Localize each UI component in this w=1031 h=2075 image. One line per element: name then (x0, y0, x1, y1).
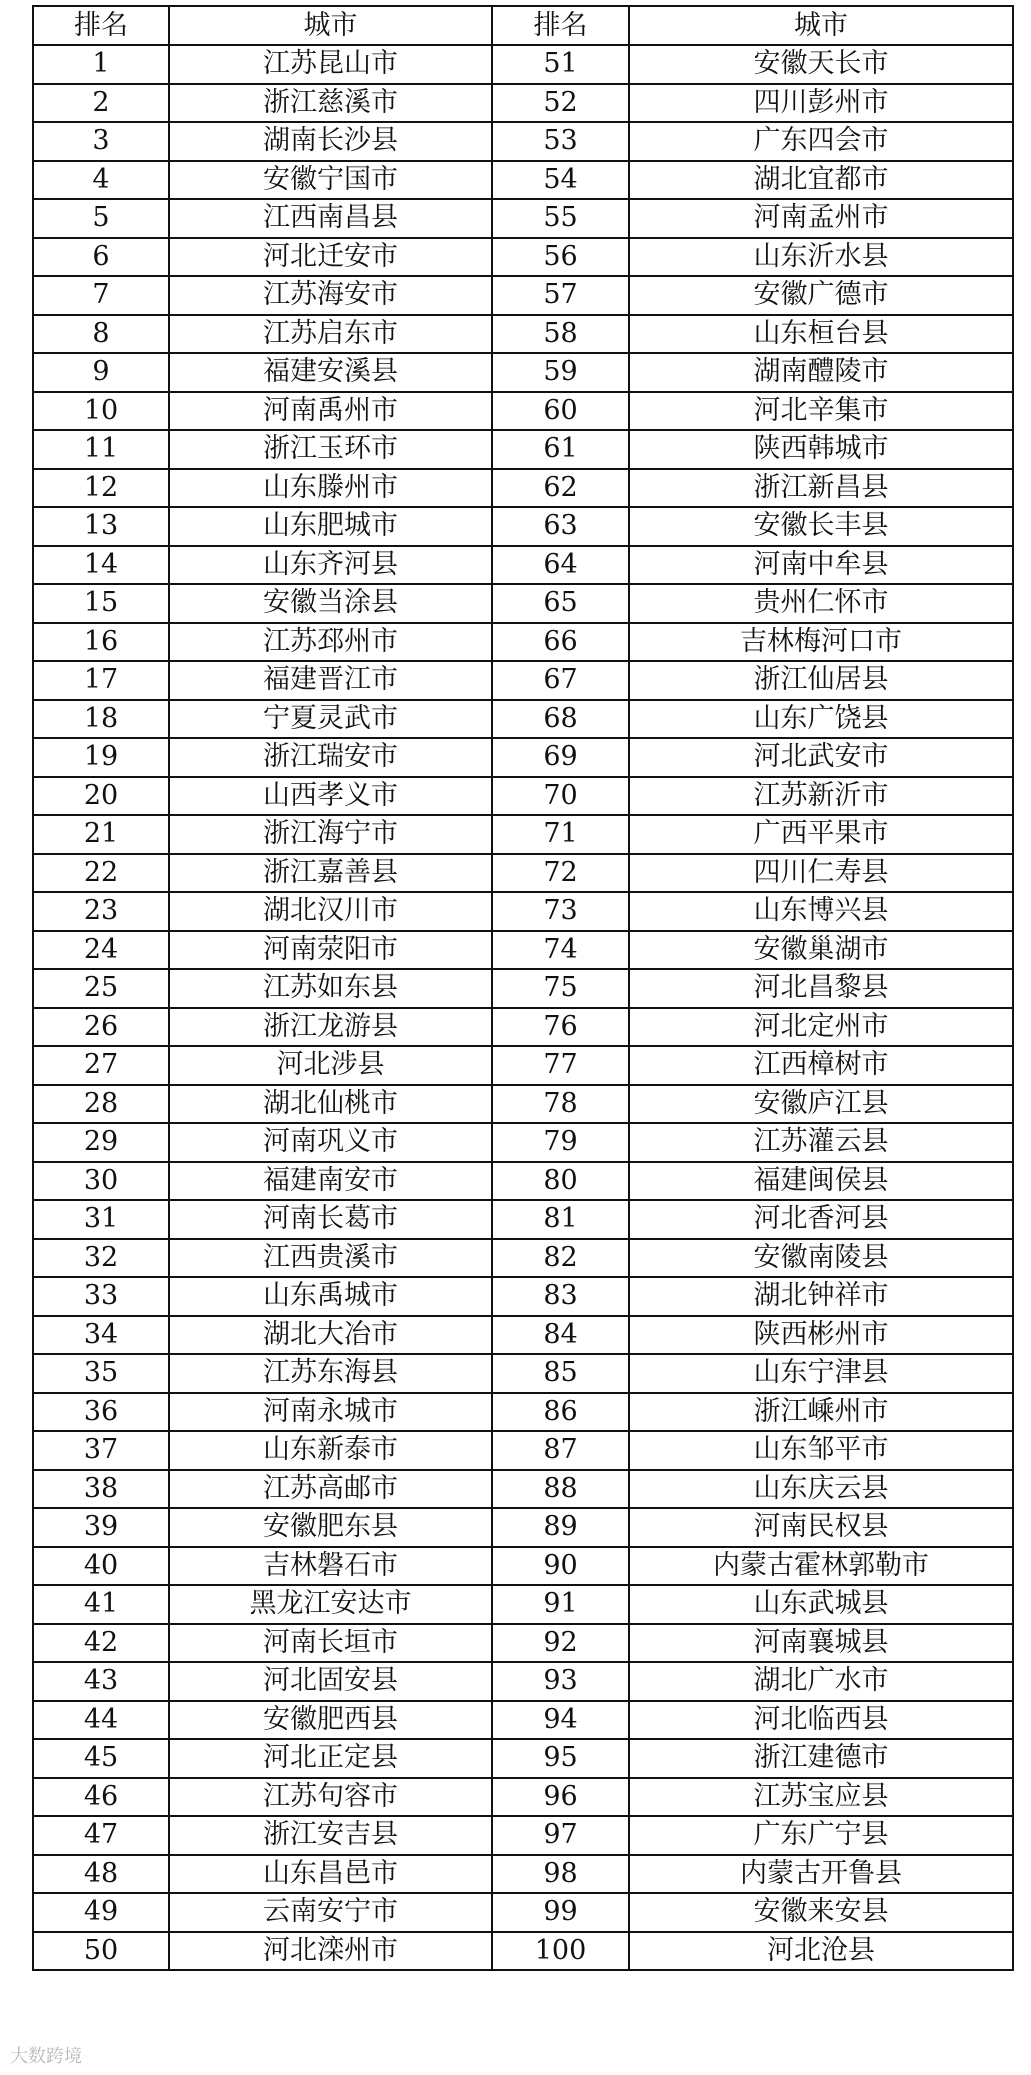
table-row (33, 1277, 1013, 1316)
city-cell: 吉林梅河口市 (629, 623, 1013, 662)
table-row (33, 1585, 1013, 1624)
city-cell: 江苏高邮市 (169, 1470, 492, 1509)
table-row (33, 392, 1013, 431)
city-cell: 安徽南陵县 (629, 1239, 1013, 1278)
table-row (33, 584, 1013, 623)
city-cell: 江苏邳州市 (169, 623, 492, 662)
city-cell: 福建南安市 (169, 1162, 492, 1201)
rank-cell: 82 (492, 1239, 629, 1278)
table-row (33, 1739, 1013, 1778)
rank-cell: 44 (33, 1701, 169, 1740)
rank-cell: 9 (33, 353, 169, 392)
city-cell: 安徽天长市 (629, 45, 1013, 84)
rank-cell: 38 (33, 1470, 169, 1509)
city-cell: 山东庆云县 (629, 1470, 1013, 1509)
city-cell: 山东新泰市 (169, 1431, 492, 1470)
rank-cell: 50 (33, 1932, 169, 1971)
header-rank: 排名 (33, 6, 169, 45)
city-cell: 山东邹平市 (629, 1431, 1013, 1470)
rank-cell: 91 (492, 1585, 629, 1624)
table-row (33, 969, 1013, 1008)
city-cell: 河北固安县 (169, 1662, 492, 1701)
table-row (33, 238, 1013, 277)
table-row (33, 854, 1013, 893)
city-cell: 四川仁寿县 (629, 854, 1013, 893)
city-cell: 内蒙古霍林郭勒市 (629, 1547, 1013, 1586)
rank-cell: 80 (492, 1162, 629, 1201)
table-row (33, 1316, 1013, 1355)
rank-cell: 92 (492, 1624, 629, 1663)
table-row (33, 700, 1013, 739)
rank-cell: 30 (33, 1162, 169, 1201)
city-cell: 安徽长丰县 (629, 507, 1013, 546)
rank-cell: 33 (33, 1277, 169, 1316)
city-cell: 福建晋江市 (169, 661, 492, 700)
city-cell: 山东昌邑市 (169, 1855, 492, 1894)
rank-cell: 99 (492, 1893, 629, 1932)
table-row (33, 469, 1013, 508)
city-cell: 浙江玉环市 (169, 430, 492, 469)
city-cell: 湖北汉川市 (169, 892, 492, 931)
city-cell: 河北定州市 (629, 1008, 1013, 1047)
city-cell: 河北涉县 (169, 1046, 492, 1085)
table-row (33, 1354, 1013, 1393)
rank-cell: 87 (492, 1431, 629, 1470)
table-row (33, 546, 1013, 585)
ranking-table (32, 5, 1014, 1971)
city-cell: 山东博兴县 (629, 892, 1013, 931)
city-cell: 广西平果市 (629, 815, 1013, 854)
rank-cell: 1 (33, 45, 169, 84)
city-cell: 河南永城市 (169, 1393, 492, 1432)
rank-cell: 90 (492, 1547, 629, 1586)
rank-cell: 43 (33, 1662, 169, 1701)
table-row (33, 1816, 1013, 1855)
rank-cell: 4 (33, 161, 169, 200)
rank-cell: 17 (33, 661, 169, 700)
city-cell: 安徽庐江县 (629, 1085, 1013, 1124)
rank-cell: 68 (492, 700, 629, 739)
rank-cell: 28 (33, 1085, 169, 1124)
city-cell: 山东桓台县 (629, 315, 1013, 354)
rank-cell: 67 (492, 661, 629, 700)
table-row (33, 815, 1013, 854)
city-cell: 湖北仙桃市 (169, 1085, 492, 1124)
city-cell: 陕西韩城市 (629, 430, 1013, 469)
city-cell: 湖北宜都市 (629, 161, 1013, 200)
city-cell: 湖南长沙县 (169, 122, 492, 161)
city-cell: 河南禹州市 (169, 392, 492, 431)
rank-cell: 52 (492, 84, 629, 123)
rank-cell: 13 (33, 507, 169, 546)
rank-cell: 58 (492, 315, 629, 354)
city-cell: 江西贵溪市 (169, 1239, 492, 1278)
rank-cell: 18 (33, 700, 169, 739)
table-row (33, 1431, 1013, 1470)
rank-cell: 55 (492, 199, 629, 238)
city-cell: 江苏启东市 (169, 315, 492, 354)
table-row (33, 84, 1013, 123)
watermark: 大数跨境 (10, 2046, 82, 2067)
city-cell: 福建安溪县 (169, 353, 492, 392)
city-cell: 山东沂水县 (629, 238, 1013, 277)
city-cell: 山东禹城市 (169, 1277, 492, 1316)
city-cell: 湖北广水市 (629, 1662, 1013, 1701)
table-row (33, 777, 1013, 816)
city-cell: 河南民权县 (629, 1508, 1013, 1547)
city-cell: 浙江安吉县 (169, 1816, 492, 1855)
rank-cell: 61 (492, 430, 629, 469)
city-cell: 河北迁安市 (169, 238, 492, 277)
rank-cell: 46 (33, 1778, 169, 1817)
rank-cell: 86 (492, 1393, 629, 1432)
rank-cell: 7 (33, 276, 169, 315)
rank-cell: 65 (492, 584, 629, 623)
rank-cell: 93 (492, 1662, 629, 1701)
rank-cell: 39 (33, 1508, 169, 1547)
table-row (33, 1239, 1013, 1278)
rank-cell: 36 (33, 1393, 169, 1432)
rank-cell: 40 (33, 1547, 169, 1586)
city-cell: 贵州仁怀市 (629, 584, 1013, 623)
city-cell: 浙江嘉善县 (169, 854, 492, 893)
city-cell: 广东四会市 (629, 122, 1013, 161)
rank-cell: 20 (33, 777, 169, 816)
table-row (33, 1162, 1013, 1201)
city-cell: 河南孟州市 (629, 199, 1013, 238)
city-cell: 福建闽侯县 (629, 1162, 1013, 1201)
city-cell: 吉林磐石市 (169, 1547, 492, 1586)
rank-cell: 79 (492, 1123, 629, 1162)
rank-cell: 74 (492, 931, 629, 970)
rank-cell: 60 (492, 392, 629, 431)
table-row (33, 1662, 1013, 1701)
header-row (33, 6, 1013, 45)
table-row (33, 199, 1013, 238)
rank-cell: 63 (492, 507, 629, 546)
rank-cell: 22 (33, 854, 169, 893)
rank-cell: 69 (492, 738, 629, 777)
table-row (33, 1508, 1013, 1547)
rank-cell: 32 (33, 1239, 169, 1278)
city-cell: 河南中牟县 (629, 546, 1013, 585)
rank-cell: 57 (492, 276, 629, 315)
header-city: 城市 (629, 6, 1013, 45)
table-row (33, 1200, 1013, 1239)
table-row (33, 1393, 1013, 1432)
table-row (33, 1701, 1013, 1740)
city-cell: 广东广宁县 (629, 1816, 1013, 1855)
city-cell: 河南长葛市 (169, 1200, 492, 1239)
rank-cell: 98 (492, 1855, 629, 1894)
rank-cell: 71 (492, 815, 629, 854)
table-row (33, 1547, 1013, 1586)
rank-cell: 15 (33, 584, 169, 623)
rank-cell: 12 (33, 469, 169, 508)
city-cell: 山东肥城市 (169, 507, 492, 546)
table-row (33, 738, 1013, 777)
table-row (33, 661, 1013, 700)
city-cell: 四川彭州市 (629, 84, 1013, 123)
city-cell: 浙江建德市 (629, 1739, 1013, 1778)
rank-cell: 2 (33, 84, 169, 123)
rank-cell: 89 (492, 1508, 629, 1547)
rank-cell: 62 (492, 469, 629, 508)
city-cell: 河北昌黎县 (629, 969, 1013, 1008)
rank-cell: 73 (492, 892, 629, 931)
rank-cell: 6 (33, 238, 169, 277)
rank-cell: 24 (33, 931, 169, 970)
rank-cell: 23 (33, 892, 169, 931)
city-cell: 江苏灌云县 (629, 1123, 1013, 1162)
city-cell: 山东武城县 (629, 1585, 1013, 1624)
city-cell: 江苏宝应县 (629, 1778, 1013, 1817)
rank-cell: 49 (33, 1893, 169, 1932)
rank-cell: 76 (492, 1008, 629, 1047)
city-cell: 山东滕州市 (169, 469, 492, 508)
city-cell: 江苏句容市 (169, 1778, 492, 1817)
city-cell: 陕西彬州市 (629, 1316, 1013, 1355)
rank-cell: 95 (492, 1739, 629, 1778)
rank-cell: 14 (33, 546, 169, 585)
city-cell: 河南荥阳市 (169, 931, 492, 970)
rank-cell: 31 (33, 1200, 169, 1239)
city-cell: 浙江龙游县 (169, 1008, 492, 1047)
rank-cell: 97 (492, 1816, 629, 1855)
rank-cell: 54 (492, 161, 629, 200)
rank-cell: 59 (492, 353, 629, 392)
rank-cell: 85 (492, 1354, 629, 1393)
rank-cell: 64 (492, 546, 629, 585)
rank-cell: 26 (33, 1008, 169, 1047)
city-cell: 安徽巢湖市 (629, 931, 1013, 970)
table-row (33, 892, 1013, 931)
city-cell: 浙江慈溪市 (169, 84, 492, 123)
table-row (33, 1046, 1013, 1085)
rank-cell: 72 (492, 854, 629, 893)
city-cell: 浙江新昌县 (629, 469, 1013, 508)
city-cell: 安徽肥东县 (169, 1508, 492, 1547)
table-row (33, 1624, 1013, 1663)
rank-cell: 27 (33, 1046, 169, 1085)
city-cell: 江苏如东县 (169, 969, 492, 1008)
city-cell: 山西孝义市 (169, 777, 492, 816)
table-row (33, 1855, 1013, 1894)
rank-cell: 45 (33, 1739, 169, 1778)
rank-cell: 53 (492, 122, 629, 161)
table-row (33, 122, 1013, 161)
city-cell: 河北辛集市 (629, 392, 1013, 431)
city-cell: 河北沧县 (629, 1932, 1013, 1971)
table-row (33, 507, 1013, 546)
table-row (33, 1008, 1013, 1047)
rank-cell: 96 (492, 1778, 629, 1817)
city-cell: 江西南昌县 (169, 199, 492, 238)
city-cell: 江西樟树市 (629, 1046, 1013, 1085)
city-cell: 安徽当涂县 (169, 584, 492, 623)
rank-cell: 5 (33, 199, 169, 238)
header-city: 城市 (169, 6, 492, 45)
city-cell: 江苏海安市 (169, 276, 492, 315)
rank-cell: 70 (492, 777, 629, 816)
rank-cell: 84 (492, 1316, 629, 1355)
rank-cell: 48 (33, 1855, 169, 1894)
rank-cell: 10 (33, 392, 169, 431)
table-row (33, 315, 1013, 354)
rank-cell: 25 (33, 969, 169, 1008)
header-rank: 排名 (492, 6, 629, 45)
rank-cell: 19 (33, 738, 169, 777)
table-row (33, 1893, 1013, 1932)
city-cell: 湖南醴陵市 (629, 353, 1013, 392)
rank-cell: 77 (492, 1046, 629, 1085)
rank-cell: 75 (492, 969, 629, 1008)
rank-cell: 29 (33, 1123, 169, 1162)
rank-cell: 16 (33, 623, 169, 662)
rank-cell: 94 (492, 1701, 629, 1740)
table-row (33, 276, 1013, 315)
city-cell: 河北滦州市 (169, 1932, 492, 1971)
table-row (33, 623, 1013, 662)
city-cell: 宁夏灵武市 (169, 700, 492, 739)
city-cell: 安徽广德市 (629, 276, 1013, 315)
rank-cell: 42 (33, 1624, 169, 1663)
city-cell: 云南安宁市 (169, 1893, 492, 1932)
city-cell: 江苏昆山市 (169, 45, 492, 84)
rank-cell: 11 (33, 430, 169, 469)
city-cell: 江苏新沂市 (629, 777, 1013, 816)
rank-cell: 66 (492, 623, 629, 662)
table-row (33, 1932, 1013, 1971)
rank-cell: 81 (492, 1200, 629, 1239)
rank-cell: 88 (492, 1470, 629, 1509)
rank-cell: 47 (33, 1816, 169, 1855)
city-cell: 山东齐河县 (169, 546, 492, 585)
table-row (33, 1470, 1013, 1509)
city-cell: 河南襄城县 (629, 1624, 1013, 1663)
rank-cell: 78 (492, 1085, 629, 1124)
table-row (33, 1778, 1013, 1817)
city-cell: 江苏东海县 (169, 1354, 492, 1393)
city-cell: 安徽来安县 (629, 1893, 1013, 1932)
city-cell: 河南长垣市 (169, 1624, 492, 1663)
table-row (33, 353, 1013, 392)
rank-cell: 37 (33, 1431, 169, 1470)
table-row (33, 931, 1013, 970)
rank-cell: 34 (33, 1316, 169, 1355)
city-cell: 浙江海宁市 (169, 815, 492, 854)
table-row (33, 1085, 1013, 1124)
city-cell: 安徽宁国市 (169, 161, 492, 200)
city-cell: 山东宁津县 (629, 1354, 1013, 1393)
rank-cell: 41 (33, 1585, 169, 1624)
city-cell: 湖北大冶市 (169, 1316, 492, 1355)
table-row (33, 430, 1013, 469)
city-cell: 浙江瑞安市 (169, 738, 492, 777)
city-cell: 山东广饶县 (629, 700, 1013, 739)
rank-cell: 56 (492, 238, 629, 277)
city-cell: 河北武安市 (629, 738, 1013, 777)
rank-cell: 3 (33, 122, 169, 161)
city-cell: 内蒙古开鲁县 (629, 1855, 1013, 1894)
city-cell: 河南巩义市 (169, 1123, 492, 1162)
city-cell: 浙江仙居县 (629, 661, 1013, 700)
rank-cell: 51 (492, 45, 629, 84)
table-row (33, 1123, 1013, 1162)
rank-cell: 21 (33, 815, 169, 854)
rank-cell: 100 (492, 1932, 629, 1971)
table-row (33, 161, 1013, 200)
table-row (33, 45, 1013, 84)
city-cell: 安徽肥西县 (169, 1701, 492, 1740)
city-cell: 河北正定县 (169, 1739, 492, 1778)
city-cell: 浙江嵊州市 (629, 1393, 1013, 1432)
city-cell: 黑龙江安达市 (169, 1585, 492, 1624)
city-cell: 河北临西县 (629, 1701, 1013, 1740)
rank-cell: 8 (33, 315, 169, 354)
rank-cell: 35 (33, 1354, 169, 1393)
city-cell: 河北香河县 (629, 1200, 1013, 1239)
rank-cell: 83 (492, 1277, 629, 1316)
city-cell: 湖北钟祥市 (629, 1277, 1013, 1316)
